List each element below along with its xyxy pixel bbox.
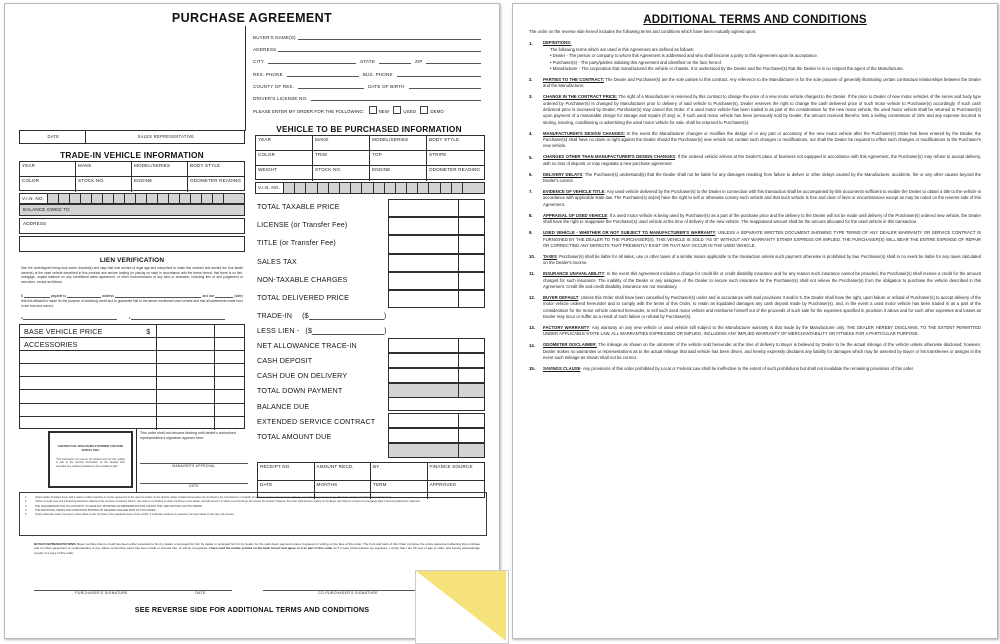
amount-box-12-total-due[interactable] [388, 443, 485, 458]
lesslien-amount-input[interactable] [312, 326, 384, 335]
res-phone-input[interactable] [287, 69, 359, 77]
term-item [529, 271, 981, 290]
buyer-rep-text-a: Buyer certifies that no credit has been either extended to him by dealer or arranged for him by dealer or arranged for him by dealer for the cash down payment unless it appears in writing on the face of this order. The front and back of this Order comprise the entire agreement affecting this purchase and no other agreement or understanding of any nature concerning same has been made or entered into, or will be recognized. [34, 542, 480, 551]
fine-print-num-1: 1. [25, 496, 28, 499]
tradein-vin-label: V.I.N. NO. [20, 194, 48, 203]
address-row[interactable] [19, 218, 245, 234]
zip-label: ZIP [414, 59, 423, 65]
term-heading-3: CHANGE IN THE CONTRACT PRICE: [543, 94, 618, 100]
term-number-8: 8. [529, 213, 533, 219]
bus-phone-label: BUS. PHONE [362, 71, 393, 77]
term-heading-2: PARTIES TO THE CONTRACT: [543, 76, 605, 82]
fine-print-num-4: 4. [25, 509, 28, 513]
amt-label-5: TOTAL DELIVERED PRICE [257, 292, 350, 302]
term-bullet-text-1b: Purchaser(s) - The party/parties initiating this Agreement and identified on the face hereof. [552, 59, 722, 65]
price-row-0-label [20, 325, 157, 338]
buyer-name-input[interactable] [298, 32, 481, 40]
amt3-label-2: TOTAL AMOUNT DUE [257, 432, 332, 441]
ti-stock: STOCK NO. [76, 177, 132, 192]
terms-page-title: ADDITIONAL TERMS AND CONDITIONS [643, 14, 867, 26]
buyer-info-block [253, 32, 481, 114]
amt-label-4: NON-TAXABLE CHARGES [257, 274, 348, 284]
term-heading-12: BUYER DEFAULT [543, 294, 579, 300]
fine-print-text-5: Unless otherwise noted, the buyer's name listed on line (a) below is the registered owner of the vehicle. If credit life insurance is requested, the buyer listed on line (a) is the insured. [35, 513, 235, 517]
term-number-5: 5. [529, 154, 533, 160]
ti-color: COLOR [20, 177, 76, 192]
lien-text-2: that this affidavit is made for the purpose of obtaining credit and to guarantee title to the above mentioned used vehicle and that all statements made here in are true and correct. [21, 299, 243, 308]
lien-payable-label: payable to [50, 294, 67, 298]
fine-print-num-3: 3. [25, 504, 28, 508]
term-number-15: 15. [529, 366, 535, 372]
term-heading-11: INSURANCE UNAVAILABILITY [543, 271, 605, 277]
term-body-7: : Any used vehicle delivered by the Purchaser(s) to the Dealer in connection with this transaction shall be accompanied by title documents sufficient to enable the Dealer to obtain a title to the vehicle in accordance with applicable state law. The Purchaser(s) do(es) have the right to sell or otherwise convey such vehicle and that such vehicle is free and clear of liens or encumbrances except as may be noted on the reverse side of this Agreement. [543, 189, 981, 207]
term-body-15: - Any provisions of this order prohibited by Local or Federal Law shall be ineffective to the extent of such prohibitions but shall not invalidate the remaining provisions of this order. [580, 366, 914, 372]
finance-source-label: FINANCE SOURCE [428, 463, 485, 481]
term-number-4: 4. [529, 130, 533, 136]
veh-stripe: STRIPE [427, 151, 484, 166]
lien-signature-row [21, 314, 243, 320]
amount-box-4[interactable] [388, 272, 485, 290]
veh-weight: WEIGHT [256, 166, 313, 181]
ti-body: BODY STYLE [188, 162, 244, 177]
veh-model: MODEL/SERIES [370, 136, 427, 151]
price-row-1-label: ACCESSORIES [20, 338, 157, 351]
amount-box-9-total-down[interactable] [388, 383, 485, 398]
amt-label-1: LICENSE (or Transfer Fee) [257, 220, 348, 230]
manager-approval-label: MANAGER'S APPROVAL [172, 464, 216, 468]
fine-print-text-1: Unless dealer furnishes buyer with a dealer's written warranty or service agreement or the used car sticker on the window, dealer-installed accessories are provided by the manufacturer or supplier of such accessories and not dealer. Only the manufacturer's warranty, if any, affects the vehicle manufacturer's warranty, if any. [35, 496, 392, 499]
fine-print-item [25, 509, 481, 513]
lien-fill-row [21, 292, 243, 298]
ti-make: MAKE [76, 162, 132, 177]
dob-input[interactable] [409, 81, 481, 89]
manager-box-divider [136, 428, 137, 492]
tradein-paren: ($ [302, 311, 309, 320]
sales-rep-header: SALES REPRESENTATIVE [137, 134, 195, 139]
term-body-8: : If a used motor vehicle is being used by Purchaser(s) as a part of the purchase price and the delivery to the Dealer will not be made until delivery of the Purchaser(s) ordered new vehicle, the Dealer shall have the right to reappraise the Purchaser(s) used vehicle at the time of delivery of the new vehicle. The reappraised amount shall be the amount allocated for the used vehicle in this transaction. [543, 212, 981, 225]
vehicle-vin-label: V.I.N. NO. [256, 183, 284, 193]
amt-label-0: TOTAL TAXABLE PRICE [257, 202, 340, 211]
veh-top: TOP [370, 151, 427, 166]
veh-body: BODY STYLE [427, 136, 484, 151]
amount-box-10-balance[interactable] [388, 413, 485, 428]
term-heading-15: SAVINGS CLAUSE [543, 366, 581, 372]
fine-print-item [25, 513, 481, 517]
county-label: COUNTY OF RES. [253, 83, 295, 89]
tradein-title: TRADE-IN VEHICLE INFORMATION [60, 150, 204, 160]
tradein-amount-input[interactable] [309, 311, 384, 320]
tradein-amount-row [257, 311, 397, 320]
lien-address-label: address [102, 294, 114, 298]
term-body-14: The mileage as shown on the odometer of the vehicle sold hereunder at the time of delivery to Buyer is believed by Dealer to be the actual mileage of the vehicle unless otherwise disclosed; however, Dealer makes no warranties or representations as to the actual mileage that said vehicle has been driven, and hereby expressly disclaims any liability for damages which may be asserted by Buyer or his transferees or assigns in the event such mileage as shown shall not be correct. [543, 342, 981, 361]
term-item [529, 230, 981, 249]
fine-print-text-2: If this is a credit case and a financing disclosure statement has not been completely filled in, this order is not binding on either the Buyer or the Dealer, and will cancel it, in which event the Buyer will recover the deposit. However, this order shall become binding on the Buyer upon Buyer's receipt of a completely filled in financing disclosure statement. [35, 500, 421, 504]
term-item [529, 40, 981, 72]
res-phone-label: RES. PHONE [253, 71, 283, 77]
lesslien-paren-close: ) [384, 326, 387, 335]
buyer-rep-label: BUYER REPRESENTATIONS: [34, 542, 77, 546]
term-item [529, 94, 981, 126]
price-table[interactable] [19, 324, 245, 429]
fine-print-item [25, 505, 481, 509]
fine-print-item [25, 500, 481, 504]
veh-odometer: ODOMETER READING [429, 167, 481, 172]
vehicle-purchased-title: VEHICLE TO BE PURCHASED INFORMATION [276, 124, 462, 134]
order-prompt-label: PLEASE ENTER MY ORDER FOR THE FOLLOWING: [253, 108, 365, 114]
lien-sig-x2: x [128, 316, 131, 320]
lien-amount-input[interactable] [24, 292, 50, 298]
purchaser-date-label: DATE [195, 591, 206, 595]
column-divider [245, 26, 246, 131]
buyer-rep-bold: I have read the matter printed on the back hereof and agree to it as part of this order [208, 546, 333, 551]
lien-due-label: and due [202, 294, 215, 298]
term-item [529, 325, 981, 338]
term-number-3: 3. [529, 94, 533, 100]
veh-year: YEAR [256, 136, 313, 151]
veh-stock: STOCK NO. [313, 166, 370, 181]
date2-label: DATE [258, 481, 315, 499]
amt3-label-0: BALANCE DUE [257, 402, 310, 411]
lien-text-1: I/we the undersigned being duly sworn deposit(s) and says that I/we am/are of legal age and competent to make this contract and am/are the true lawful owner(s) of the used vehicle described in this contract and am/are trading (or placing on sale) in accordance with the terms hereof; that there is no lien, mortgage, unpaid balance on any conditional sales agreement, or other encumbrances of any kind or character, including lien of and judgement or execution, except as follows: [21, 266, 243, 284]
ti-engine: ENGINE [132, 177, 188, 192]
used-checkbox[interactable] [393, 106, 401, 114]
amount-box-2[interactable] [388, 235, 485, 253]
tradein-paren-close: ) [383, 311, 387, 320]
term-body-12: : Unless this Order shall have been cancelled by Purchaser(s) under and in accordance with said provisions 3 and/or 5, the Dealer shall have the right, upon failure or refusal of Purchaser(s) to accept delivery of the motor vehicle ordered hereunder and to comply with the terms of this Order, to retain as liquidated damages any cash deposit made by Purchaser(s), and, in the event a used motor vehicle has been traded in as a part of the consideration for the motor vehicle ordered hereunder, to sell such used motor vehicle and reimburse himself out of the proceeds of such sale for the expenses specified in provision 3 above and for such other expenses and losses as Dealer may incur or suffer as a result of such failure or refusal by Purchaser(s). [543, 294, 981, 320]
amount-label-list-3 [257, 402, 397, 447]
address-input[interactable] [278, 44, 481, 52]
page-curl-decoration [415, 570, 509, 644]
demo-checkbox[interactable] [420, 106, 428, 114]
by-label: BY [371, 463, 428, 481]
term-number-10: 10. [529, 254, 535, 260]
term-body-10: : Purchaser(s) shall be liable for all sales, use or other taxes of a similar nature applicable to the transaction unless such payment otherwise is prohibited by law. Purchaser(s) shall in no event be liable for any taxes calculated on the Dealer's income. [543, 253, 981, 266]
amount-box-7[interactable] [388, 353, 485, 368]
lesslien-amount-label: LESS LIEN - [257, 326, 300, 335]
term-heading-13: FACTORY WARRANTY [543, 325, 590, 330]
balance-owed-row[interactable] [19, 204, 245, 216]
binding-text: This order shall not become binding until dealer's authorized representative's signature appears here. [140, 431, 236, 441]
amount-box-6[interactable] [388, 338, 485, 353]
order-prompt-row [253, 106, 481, 114]
term-item [529, 254, 981, 267]
vehicle-purchased-grid [255, 135, 485, 180]
amt2-label-0: NET ALLOWANCE TRACE-IN [257, 341, 357, 350]
buyer-name-label: BUYER'S NAME(S) [253, 35, 296, 40]
amount-box-11-esc[interactable] [388, 428, 485, 443]
amt2-label-2: CASH DUE ON DELIVERY [257, 371, 348, 380]
term-body-11: : In the event this Agreement includes a charge for credit life or credit disability insurance and for any reason such insurance cannot be provided, the Purchaser(s) shall receive a credit for the amount charged for such insurance. The inability of the Dealer or any assignee of the Dealer to secure such insurance for the Purchaser(s) shall not relieve the Purchaser(s) from the obligation to purchase the vehicle described in this Agreement. Credit life and credit disability insurance are not mandatory. [543, 271, 981, 289]
months-label: MONTHS [315, 481, 372, 499]
fine-print-text-4: THE ADDITIONAL TERMS AND CONDITIONS PRINTED ON REVERSE SIDE ARE PART OF THIS ORDER. [35, 509, 157, 513]
tradein-vin-strip[interactable] [19, 193, 245, 204]
lien-dollar: $ [21, 294, 23, 298]
date-salesrep-grid[interactable] [19, 130, 245, 144]
amt-label-3: SALES TAX [257, 256, 297, 266]
ti-odometer: ODOMETER READING [190, 178, 242, 183]
term-number-6: 6. [529, 172, 533, 178]
term-heading-5: CHANGES OTHER THAN MANUFACTURER'S DESIGN CHANGES [543, 154, 676, 160]
amount-box-8[interactable] [388, 368, 485, 383]
term-item [529, 154, 981, 167]
term-item [529, 172, 981, 185]
term-number-13: 13. [529, 325, 535, 331]
amount-box-5[interactable] [388, 290, 485, 308]
fine-print-box [19, 492, 487, 536]
term-item [529, 295, 981, 321]
lien-due-input[interactable] [215, 292, 233, 298]
fine-print-text-3: THE SALESPERSON HAS NO AUTHORITY TO MAKE ANY PROMISES OR REPRESENTATIONS UNLESS THEY ARE WRITTEN ON THIS ORDER. [35, 504, 203, 508]
amount-label-list-2 [257, 341, 397, 401]
term-item [529, 366, 981, 372]
address-label: ADDRESS [253, 47, 277, 53]
see-reverse-notice: SEE REVERSE SIDE FOR ADDITIONAL TERMS AND CONDITIONS [134, 605, 370, 614]
term-body-4: In the event the Manufacturer changes or modifies the design of or any part or accessory of the new motor vehicle after the Purchaser(s) Order has been entered by the Dealer, the Purchaser(s) shall have no claim or right against the Dealer should the Purchaser(s) new vehicle not contain such changes or modifications, nor shall the Dealer be required to effect such changes or modifications to the Purchaser's new vehicle. [543, 130, 981, 149]
veh-color: COLOR [256, 151, 313, 166]
ti-year: YEAR [20, 162, 76, 177]
amt3-label-1: EXTENDED SERVICE CONTRACT [257, 417, 376, 426]
amt2-label-3: TOTAL DOWN PAYMENT [257, 386, 343, 395]
state-label: STATE [360, 59, 375, 65]
term-number-1: 1. [529, 40, 533, 46]
amt-label-2: TITLE (or Transfer Fee) [257, 238, 336, 248]
term-body-6: : The Purchaser(s) understand(s) that the Dealer shall not be liable for any damages resulting from failure to deliver or other delays caused by the Manufacturer, accidents, fire or any other causes beyond the Dealer's control. [543, 171, 981, 184]
lien-sig-line-1[interactable] [23, 314, 117, 320]
fine-print-item [25, 496, 481, 500]
tradein-grid [19, 161, 245, 191]
amount-box-1[interactable] [388, 217, 485, 235]
purchaser-signature-label: PURCHASER'S SIGNATURE [75, 591, 128, 595]
dl-label: DRIVER'S LICENSE NO. [253, 95, 308, 101]
term-bullet-1c: • Manufacturer - The corporation that manufactured the vehicle or chassis. It is understood by the Dealer and the Purchaser(s) that the Dealer is in no respect the agent of the Manufacturer. [550, 65, 904, 71]
term-bullet-1b: • Purchaser(s) - The party/parties initiating this Agreement and identified on the face hereof. [550, 59, 722, 65]
tradein-amount-label: TRADE-IN [257, 311, 293, 320]
price-dollar-sign: $ [146, 327, 151, 336]
new-checkbox[interactable] [369, 106, 377, 114]
receipt-no-label: RECEIPT NO. [258, 463, 315, 481]
term-bullet-text-1a: Dealer - The person or company to whom this Agreement is addressed and who shall become a party to this Agreement upon its acceptance. [552, 53, 818, 59]
term-bullet-text-1c: Manufacturer - The corporation that manufactured the vehicle or chassis. It is understood by the Dealer and the Purchaser(s) that the Dealer is in no respect the agent of the Manufacturer. [552, 65, 904, 71]
terms-list [529, 29, 981, 377]
vehicle-vin-strip[interactable] [255, 182, 485, 194]
additional-terms-page [512, 3, 998, 639]
used-label: USED [403, 108, 416, 114]
lien-address-input[interactable] [115, 292, 202, 298]
balance-owed-label: BALANCE OWED TO [23, 207, 70, 212]
address-row-2[interactable] [19, 236, 245, 252]
approved-label: APPROVED [429, 482, 457, 487]
copurchaser-signature-label: CO-PURCHASER'S SIGNATURE [318, 591, 378, 595]
dob-label: DATE OF BIRTH [368, 83, 405, 89]
ti-model: MODEL/SERIES [132, 162, 188, 177]
term-number-11: 11. [529, 271, 535, 277]
term-number-12: 12. [529, 295, 535, 301]
term-body-2: The Dealer and Purchaser(s) are the sole parties to this contract. Any reference to the Manufacturer is for the sole purpose of generally illustrating certain contractual relationships between the Dealer and the Manufacturer. [543, 76, 981, 89]
term-number-9: 9. [529, 230, 533, 236]
lesslien-amount-row [257, 326, 397, 335]
lien-sig-line-2[interactable] [128, 314, 225, 320]
lien-payable-input[interactable] [67, 292, 101, 298]
term-bullet-1a: • Dealer - The person or company to whom this Agreement is addressed and who shall become a party to this Agreement upon its acceptance. [550, 53, 818, 59]
terms-intro: The order on the reverse side hereof includes the following terms and conditions which have been mutually agreed upon: [529, 29, 757, 34]
term-item [529, 213, 981, 226]
term-heading-7: EVIDENCE OF VEHICLE TITLE [543, 189, 605, 195]
disclosure-title: CONTRACTUAL DISCLOSURE STATEMENT FOR USED VEHICLE ONLY [57, 445, 124, 452]
date-header: DATE [20, 131, 86, 144]
term-heading-4: MANUFACTURER'S DESIGN CHANGES: [543, 130, 626, 136]
term-number-2: 2. [529, 77, 533, 83]
buyer-representations [34, 542, 480, 555]
state-input[interactable] [379, 56, 411, 64]
new-label: NEW [378, 108, 390, 114]
fine-print-num-2: 2. [25, 500, 28, 504]
tradein-address-label: ADDRESS [23, 221, 47, 226]
term-body-3: The right of a Manufacturer is reserved by this contract to change the price of a new motor vehicle charged to the Dealer. If the price to Dealer of new motor vehicles of the series and body type ordered by Purchaser(s) is changed by Manufacturer prior to delivery of said vehicle to Purchaser(s), Dealer reserves the right to change the cash delivered price of such motor vehicle to Purchaser(s) accordingly. If such cash delivered price is increased by Dealer, Purchaser(s) may cancel this Order. If a used motor vehicle has been traded in as part of the consideration for the new motor vehicle, the used motor vehicle shall be returned to Purchaser(s) upon payment of a reasonable charge for storage and repairs (if any) or, if such used motor vehicle has been previously sold by Dealer, the amount received therefor, less a selling commission of 15% and any expense incurred in storing, insuring, conditioning or advertising the used motor vehicle for sale, shall be returned to Purchaser(s). [543, 94, 981, 125]
page-title: PURCHASE AGREEMENT [171, 11, 333, 25]
amount-box-spacer [388, 398, 485, 411]
buyer-rep-text-b: as if it were printed above my signature. I certify that I am 18 year of age or older, and hereby acknowledge receipt of a copy of this order. [34, 546, 480, 555]
term-heading-6: DELIVERY DELAYS [543, 171, 583, 177]
amount-recd-label: AMOUNT RECD. [315, 463, 372, 481]
dl-input[interactable] [311, 93, 481, 101]
purchase-agreement-page [4, 3, 500, 639]
term-label: TERM [371, 481, 428, 499]
term-item [529, 77, 981, 90]
amount-box-3[interactable] [388, 254, 485, 272]
term-item [529, 131, 981, 150]
disclosure-text: "The information you see on the window form for this vehicle is part of the contract information on the window form overrides any contrary provisions in the contract of sale." [56, 457, 125, 468]
term-heading-9: USED VEHICLE - WHETHER OR NOT SUBJECT TO MANUFACTURER'S WARRANTY [543, 230, 716, 236]
lien-date-label: (date) [234, 294, 243, 298]
term-body-9: : UNLESS A SEPARATE WRITTEN DOCUMENT SHOWING TYPE TERMS OF ANY DEALER WARRANTY OR SERVICE CONTRACT IS FURNISHED BY THE DEALER TO THE PURCHASER(S), THIS VEHICLE IS SOLD "AS IS" WITHOUT ANY WARRANTY EITHER EXPRESS OR IMPLIED. THE PURCHASER(S) WILL BEAR THE ENTIRE EXPENSE OF REPAIR OR CORRECTING ANY DEFECTS THAT PRESENTLY EXIST OR THAT MAY OCCUR IN THE USED VEHICLE. [543, 230, 981, 248]
county-input[interactable] [298, 81, 364, 89]
term-number-14: 14. [529, 342, 535, 348]
base-vehicle-price-text: BASE VEHICLE PRICE [24, 327, 103, 336]
term-body-5: : If the ordered vehicle arrives at the Dealer's place of business not equipped in accordance with this Agreement, the Purchaser(s) may refuse to accept delivery, with no loss of deposit, or may negotiate a new purchase agreement. [543, 154, 981, 166]
manager-date-label: DATE [189, 484, 199, 488]
term-body-13: : Any warranty on any new vehicle or used vehicle still subject to the Manufacturer warranty is that made by the Manufacturer only. THE DEALER HEREBY DISCLAIMS, TO THE EXTENT PERMITTED UNDER APPLICABLE STATE LAW, ALL WARRANTIES EXPRESSED OR IMPLIED, INCLUDING ANY IMPLIED WARRANTY OF MERCHANTABILITY OR FITNESS FOR A PARTICULAR PURPOSE. [543, 325, 982, 337]
amount-label-list [257, 202, 387, 311]
term-subline-1: The following terms which are used in this Agreement are defined as follows: [550, 46, 695, 52]
term-item [529, 189, 981, 208]
term-heading-10: TAXES [543, 253, 557, 259]
term-heading-14: ODOMETER DISCLAIMER: [543, 342, 597, 348]
lien-title: LIEN VERIFICATION [99, 257, 165, 264]
veh-engine: ENGINE [370, 166, 427, 181]
fine-print-num-5: 5. [25, 513, 28, 517]
veh-trim: TRIM [313, 151, 370, 166]
amt2-label-1: CASH DEPOSIT [257, 356, 313, 365]
term-heading-8: APPRAISAL OF USED VEHICLE [543, 212, 608, 218]
veh-make: MAKE [313, 136, 370, 151]
lesslien-paren: ($ [305, 326, 313, 335]
amount-box-0[interactable] [388, 199, 485, 217]
contractual-disclosure-box [48, 431, 133, 488]
term-number-7: 7. [529, 189, 533, 195]
city-input[interactable] [268, 56, 356, 64]
bus-phone-input[interactable] [397, 69, 481, 77]
demo-label: DEMO [430, 108, 444, 114]
city-label: CITY [253, 59, 265, 65]
lien-sig-x1: x [21, 316, 23, 320]
term-item [529, 342, 981, 361]
zip-input[interactable] [426, 56, 481, 64]
term-heading-1: DEFINITIONS: [543, 40, 572, 46]
